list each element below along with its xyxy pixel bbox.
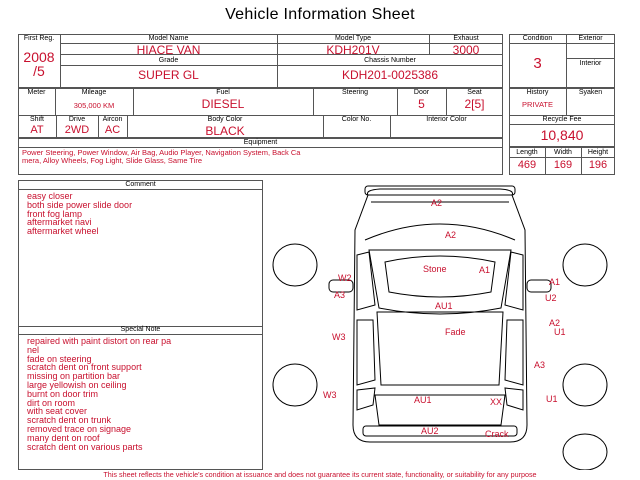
width-value: 169 [553,159,573,171]
aircon-label: Aircon [102,116,123,123]
first-reg-year: 2008 [23,49,55,65]
damage-mark: A2 [445,230,457,240]
syaken-label: Syaken [578,89,603,96]
seat-label: Seat [467,89,482,96]
damage-mark: Fade [445,327,466,337]
equipment-line-1: Power Steering, Power Window, Air Bag, Audio Player, Navigation System, Back Ca [22,148,301,157]
damage-mark: W2 [338,273,352,283]
damage-mark: A2 [549,318,561,328]
special-note-line: repaired with paint distort on rear pa [27,336,172,346]
height-label: Height [587,149,609,156]
steering-label: Steering [341,89,369,96]
special-note-line: burnt on door trim [27,388,99,399]
history-value: PRIVATE [522,100,553,109]
comment-list [27,192,259,236]
condition-label: Condition [522,35,553,42]
comment-line: aftermarket wheel [27,226,99,237]
damage-mark: Stone [423,264,447,274]
equipment-line-2: mera, Alloy Wheels, Fog Light, Slide Glass, Same Tire [22,156,203,165]
comment-line: easy closer [27,191,73,201]
special-note-line: large yellowish on ceiling [27,379,127,390]
damage-mark: W3 [323,390,337,400]
recycle-fee-value: 10,840 [540,127,584,143]
damage-mark: AU1 [435,301,453,311]
color-no-label: Color No. [341,116,372,123]
footer-disclaimer: This sheet reflects the vehicle's condition at issuance and does not guarantee its current state, functionality, or suitability for any purpose [103,470,537,479]
seat-value: 2[5] [464,97,485,111]
special-note-label: Special Note [120,326,161,333]
damage-mark: XX [490,397,503,407]
special-note-line: removed trace on signage [27,423,132,434]
exterior-label: Exterior [578,35,603,42]
special-note-line: fade on steering [27,353,92,364]
special-note-line: scratch dent on trunk [27,415,112,426]
special-note-line: scratch dent on various parts [27,441,143,452]
damage-mark: W3 [332,332,346,342]
height-value: 196 [588,159,608,171]
damage-mark: A3 [334,290,346,300]
comment-line: both side power slide door [27,199,133,210]
model-name-label: Model Name [148,35,189,42]
damage-mark: A2 [431,198,443,208]
aircon-value: AC [104,124,121,136]
mileage-label: Mileage [81,89,107,96]
model-type-value: KDH201V [326,43,380,57]
width-label: Width [554,149,572,156]
damage-mark: Crack [485,429,509,439]
door-value: 5 [418,97,425,111]
special-note-list [27,337,259,451]
condition-value: 3 [533,55,542,72]
length-value: 469 [517,159,537,171]
damage-mark: U1 [554,327,566,337]
comment-label: Comment [125,181,156,188]
damage-mark: AU1 [414,395,432,405]
comment-line: front fog lamp [27,208,83,219]
length-label: Length [516,149,538,156]
door-label: Door [413,89,430,96]
exhaust-label: Exhaust [453,35,479,42]
shift-label: Shift [29,116,44,123]
grade-value: SUPER GL [138,68,199,82]
special-note-line: many dent on roof [27,432,100,443]
special-note-line: scratch dent on front support [27,362,142,373]
equipment-label: Equipment [243,139,278,146]
special-note-line: with seat cover [27,406,88,417]
history-label: History [526,89,549,96]
damage-mark: A3 [534,360,546,370]
special-note-line: dirt on room [27,397,76,408]
model-type-label: Model Type [334,35,372,42]
first-reg-month: /5 [33,63,45,79]
meter-label: Meter [27,89,46,96]
special-note-line: nel [27,344,40,355]
damage-mark: AU2 [421,426,439,436]
vehicle-diagram [265,180,615,470]
body-color-label: Body Color [207,116,243,123]
damage-mark: U1 [546,394,558,404]
recycle-fee-label: Recycle Fee [542,116,582,123]
shift-value: AT [30,124,44,136]
first-reg-label: First Reg. [23,35,55,42]
grade-label: Grade [158,57,179,64]
exhaust-value: 3000 [452,43,480,57]
model-name-value: HIACE VAN [136,43,201,57]
interior-label: Interior [579,60,602,67]
chassis-value: KDH201-0025386 [341,68,439,82]
mileage-value: 305,000 KM [73,101,115,110]
special-note-line: missing on partition bar [27,371,121,382]
comment-line: aftermarket navi [27,217,92,228]
chassis-label: Chassis Number [364,57,416,64]
interior-color-label: Interior Color [426,116,467,123]
drive-value: 2WD [64,124,90,136]
damage-mark: U2 [545,293,557,303]
fuel-value: DIESEL [201,97,245,111]
page-title: Vehicle Information Sheet [225,6,415,23]
fuel-label: Fuel [216,89,230,96]
damage-mark: A1 [479,265,491,275]
drive-label: Drive [68,116,86,123]
damage-mark: A1 [549,277,561,287]
body-color-value: BLACK [205,124,245,138]
